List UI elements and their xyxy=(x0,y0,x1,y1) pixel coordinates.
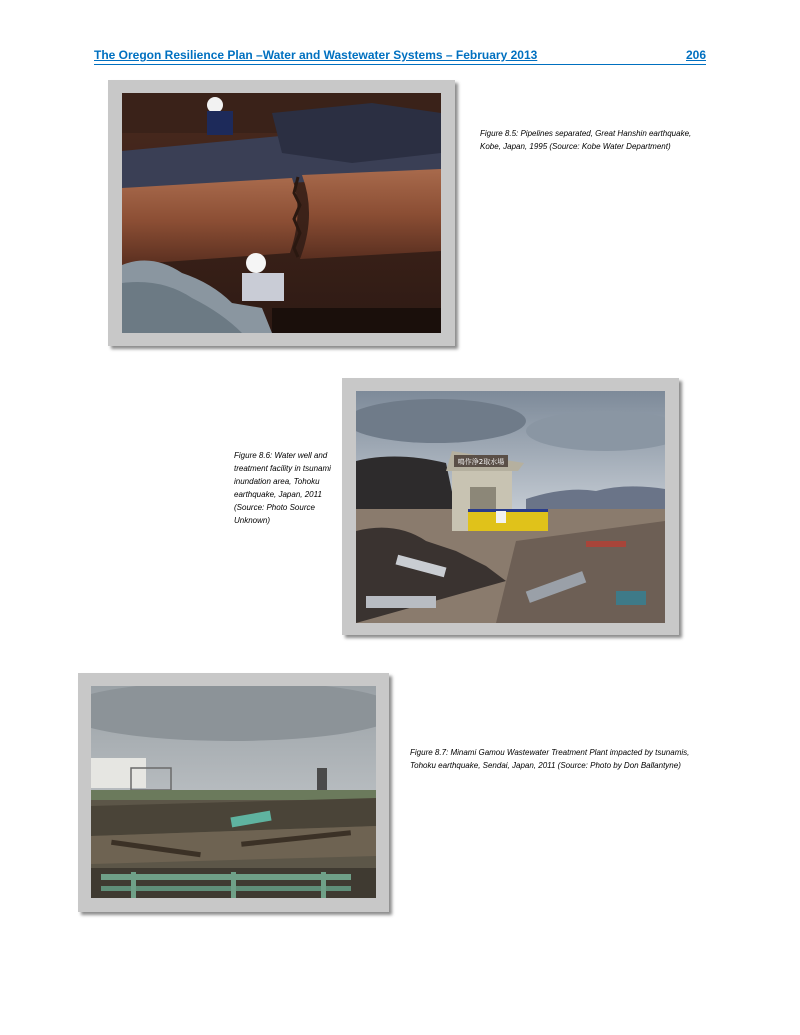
page-header xyxy=(94,48,706,65)
document-title: The Oregon Resilience Plan –Water and Wastewater Systems – February 2013 xyxy=(94,48,538,62)
figure-8-5-caption: Figure 8.5: Pipelines separated, Great Hanshin earthquake, Kobe, Japan, 1995 (Source: Kobe Water Department) xyxy=(480,129,692,151)
page-number: 206 xyxy=(685,48,706,62)
tsunami-debris-well-photo xyxy=(356,391,665,623)
figure-8-7-frame xyxy=(78,673,389,912)
figure-8-6-frame xyxy=(342,378,679,635)
ruptured-pipeline-photo xyxy=(122,93,441,333)
wastewater-plant-damage-photo xyxy=(91,686,376,898)
figure-8-5-frame xyxy=(108,80,455,346)
facility-sign-text: 鳴作浄2取水場 xyxy=(457,458,505,466)
figure-8-6-caption: Figure 8.6: Water well and treatment facility in tsunami inundation area, Tohoku earthquake, Japan, 2011 (Source: Photo Source Unknown) xyxy=(234,451,331,525)
figure-8-7-caption: Figure 8.7: Minami Gamou Wastewater Treatment Plant impacted by tsunamis, Tohoku earthquake, Sendai, Japan, 2011 (Source: Photo by Don Ballantyne) xyxy=(410,748,690,770)
